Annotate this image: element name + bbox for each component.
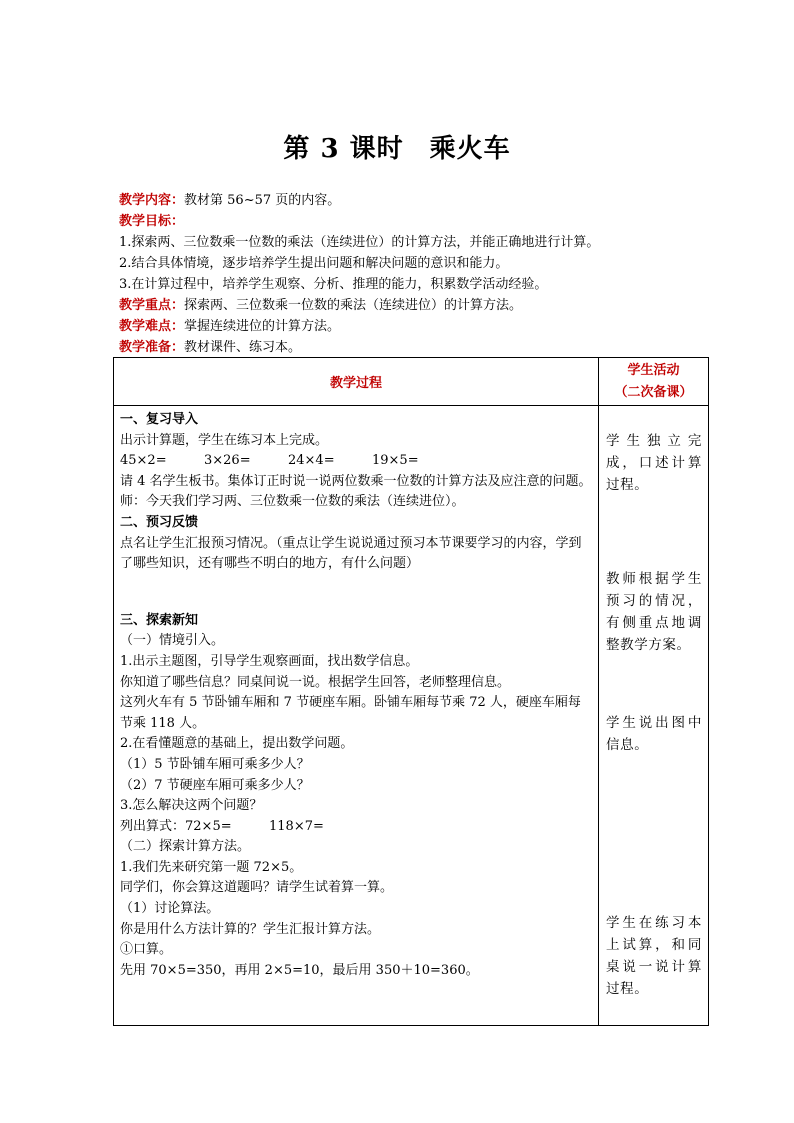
key-row	[119, 295, 719, 316]
section-preview: 二、预习反馈	[120, 514, 199, 530]
header-activity-line1: 学生活动	[627, 362, 680, 378]
content-label: 教学内容：	[119, 193, 185, 208]
header-process: 教学过程	[114, 358, 599, 406]
lesson-meta	[119, 190, 719, 358]
formula-b: 118×7=	[269, 818, 324, 834]
content-text: 教材第 56~57 页的内容。	[184, 193, 341, 208]
activity-cell	[599, 406, 709, 1026]
prep-row	[119, 337, 719, 358]
prep-label: 教学准备：	[119, 340, 185, 355]
goals-row	[119, 211, 719, 232]
key-label: 教学重点：	[119, 298, 185, 313]
process-line: （2）7 节硬座车厢可乘多少人？	[120, 777, 310, 793]
lesson-name: 乘火车	[429, 134, 511, 164]
process-line: 1.出示主题图，引导学生观察画面，找出数学信息。	[120, 653, 419, 669]
goal-item: 3.在计算过程中，培养学生观察、分析、推理的能力，积累数学活动经验。	[119, 277, 548, 292]
header-activity	[599, 358, 709, 406]
process-line: 3.怎么解决这两个问题？	[120, 798, 263, 814]
calc-item: 24×4=	[288, 453, 335, 469]
process-line: 1.我们先来研究第一题 72×5。	[120, 859, 303, 875]
process-cell	[114, 406, 599, 1026]
goals-label: 教学目标：	[119, 214, 185, 229]
formula-a: 72×5=	[185, 818, 232, 834]
prep-text: 教材课件、练习本。	[184, 340, 302, 355]
process-line: 同学们，你会算这道题吗？请学生试着算一算。	[120, 880, 394, 896]
formula-line	[120, 817, 592, 838]
difficulty-label: 教学难点：	[119, 319, 185, 334]
calc-item: 3×26=	[204, 453, 251, 469]
section-review: 一、复习导入	[120, 412, 199, 427]
process-line: （1）5 节卧铺车厢可乘多少人？	[120, 756, 310, 772]
header-activity-line2: （二次备课）	[614, 384, 693, 400]
process-line: （二）探索计算方法。	[120, 839, 251, 855]
process-line: 请 4 名学生板书。集体订正时说一说两位数乘一位数的计算方法及应注意的问题。	[120, 473, 592, 489]
activity-note: 教师根据学生预习的情况，有侧重点地调整教学方案。	[606, 571, 702, 653]
difficulty-text: 掌握连续进位的计算方法。	[184, 319, 341, 334]
process-line: （一）情境引入。	[120, 633, 225, 649]
goal-item: 2.结合具体情境，逐步培养学生提出问题和解决问题的意识和能力。	[119, 256, 509, 271]
activity-note: 学生在练习本上试算，和同桌说一说计算过程。	[606, 915, 702, 997]
activity-note: 学生说出图中信息。	[606, 715, 702, 753]
lesson-number: 第 3 课时	[283, 134, 404, 164]
goal-item: 1.探索两、三位数乘一位数的乘法（连续进位）的计算方法，并能正确地进行计算。	[119, 235, 600, 250]
lesson-table	[113, 357, 709, 1026]
key-text: 探索两、三位数乘一位数的乘法（连续进位）的计算方法。	[184, 298, 523, 313]
process-line: 2.在看懂题意的基础上，提出数学问题。	[120, 736, 354, 752]
formula-prefix: 列出算式：	[120, 818, 186, 834]
calc-item: 45×2=	[120, 453, 167, 469]
process-line: 师：今天我们学习两、三位数乘一位数的乘法（连续进位）。	[120, 494, 465, 510]
page-title	[0, 128, 794, 165]
process-line: 你知道了哪些信息？同桌间说一说。根据学生回答，老师整理信息。	[120, 674, 511, 690]
content-row	[119, 190, 719, 211]
process-line: 先用 70×5=350，再用 2×5=10，最后用 350＋10=360。	[120, 962, 479, 978]
process-line: 你是用什么方法计算的？学生汇报计算方法。	[120, 921, 381, 937]
difficulty-row	[119, 316, 719, 337]
section-explore: 三、探索新知	[120, 612, 199, 628]
process-line: （1）讨论算法。	[120, 901, 220, 917]
activity-note: 学生独立完成，口述计算过程。	[606, 433, 702, 493]
review-calcs	[120, 451, 592, 472]
calc-item: 19×5=	[372, 453, 419, 469]
process-line: 出示计算题，学生在练习本上完成。	[120, 432, 329, 448]
process-line: 点名让学生汇报预习情况。（重点让学生说说通过预习本节课要学习的内容，学到了哪些知识，还有哪些不明白的地方，有什么问题）	[120, 535, 582, 572]
process-line: ①口算。	[120, 942, 173, 958]
process-line: 这列火车有 5 节卧铺车厢和 7 节硬座车厢。卧铺车厢每节乘 72 人，硬座车厢每节乘 118 人。	[120, 695, 581, 731]
